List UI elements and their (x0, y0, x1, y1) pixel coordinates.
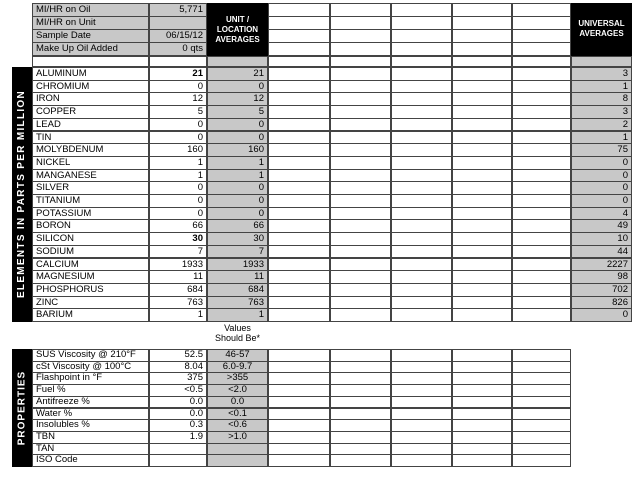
empty-cell (268, 29, 330, 43)
top-row-value: 0 qts (149, 42, 207, 56)
element-universal-average: 0 (571, 169, 632, 183)
empty-cell (391, 194, 452, 208)
element-universal-average: 2 (571, 118, 632, 132)
element-name: NICKEL (32, 156, 149, 170)
element-value: 0 (149, 194, 207, 208)
empty-cell (571, 56, 632, 67)
empty-cell (391, 296, 452, 310)
empty-cell (391, 219, 452, 233)
universal-averages-header (571, 3, 632, 56)
empty-cell (330, 56, 391, 67)
empty-cell (391, 3, 452, 17)
empty-cell (330, 258, 391, 272)
empty-cell (330, 42, 391, 56)
element-unit-average: 0 (207, 80, 268, 94)
empty-cell (452, 454, 512, 467)
property-value: 52.5 (149, 349, 207, 362)
empty-cell (452, 105, 512, 119)
element-name: SILVER (32, 181, 149, 195)
element-universal-average: 44 (571, 245, 632, 259)
property-should-be: 0.0 (207, 396, 268, 409)
element-value: 7 (149, 245, 207, 259)
property-value (149, 454, 207, 467)
element-universal-average: 0 (571, 308, 632, 322)
empty-cell (391, 143, 452, 157)
property-value: <0.5 (149, 384, 207, 397)
element-universal-average: 1 (571, 80, 632, 94)
element-value: 0 (149, 181, 207, 195)
empty-cell (330, 143, 391, 157)
empty-cell (452, 3, 512, 17)
empty-cell (330, 181, 391, 195)
empty-cell (268, 131, 330, 145)
empty-cell (512, 270, 571, 284)
empty-cell (512, 232, 571, 246)
empty-cell (512, 131, 571, 145)
empty-cell (452, 181, 512, 195)
element-name: SODIUM (32, 245, 149, 259)
empty-cell (512, 105, 571, 119)
top-row-label: Make Up Oil Added (32, 42, 149, 56)
empty-cell (268, 270, 330, 284)
element-universal-average: 10 (571, 232, 632, 246)
element-name: BORON (32, 219, 149, 233)
empty-cell (391, 56, 452, 67)
empty-cell (391, 118, 452, 132)
element-value: 5 (149, 105, 207, 119)
element-universal-average: 75 (571, 143, 632, 157)
empty-cell (391, 245, 452, 259)
empty-cell (452, 245, 512, 259)
element-unit-average: 12 (207, 92, 268, 106)
empty-cell (268, 80, 330, 94)
element-unit-average: 0 (207, 131, 268, 145)
element-name: CHROMIUM (32, 80, 149, 94)
values-note-text: Should Be* (214, 333, 261, 343)
element-unit-average: 5 (207, 105, 268, 119)
empty-cell (512, 3, 571, 17)
element-unit-average: 21 (207, 67, 268, 81)
empty-cell (512, 29, 571, 43)
empty-cell (512, 283, 571, 297)
unit-averages-header (207, 3, 268, 56)
empty-cell (330, 16, 391, 30)
empty-cell (391, 270, 452, 284)
element-universal-average: 0 (571, 194, 632, 208)
empty-cell (268, 308, 330, 322)
top-row-value: 5,771 (149, 3, 207, 17)
empty-cell (330, 194, 391, 208)
empty-cell (452, 143, 512, 157)
empty-cell (452, 29, 512, 43)
empty-cell (330, 296, 391, 310)
empty-cell (512, 219, 571, 233)
empty-cell (512, 181, 571, 195)
empty-cell (452, 232, 512, 246)
empty-cell (452, 219, 512, 233)
property-should-be: 46-57 (207, 349, 268, 362)
element-unit-average: 30 (207, 232, 268, 246)
property-should-be: >355 (207, 372, 268, 385)
element-unit-average: 0 (207, 181, 268, 195)
element-name: ZINC (32, 296, 149, 310)
empty-cell (452, 56, 512, 67)
empty-cell (330, 270, 391, 284)
element-name: LEAD (32, 118, 149, 132)
empty-cell (452, 308, 512, 322)
property-name: Water % (32, 408, 149, 421)
element-universal-average: 98 (571, 270, 632, 284)
elements-side-label: ELEMENTS IN PARTS PER MILLION (16, 89, 27, 299)
empty-cell (268, 232, 330, 246)
property-value: 1.9 (149, 431, 207, 444)
empty-cell (268, 16, 330, 30)
empty-cell (452, 258, 512, 272)
empty-cell (512, 80, 571, 94)
element-unit-average: 160 (207, 143, 268, 157)
empty-cell (268, 56, 330, 67)
empty-cell (452, 67, 512, 81)
property-name: Fuel % (32, 384, 149, 397)
empty-cell (452, 42, 512, 56)
properties-side-bar (12, 349, 32, 467)
element-value: 1 (149, 308, 207, 322)
element-unit-average: 1933 (207, 258, 268, 272)
empty-cell (452, 156, 512, 170)
empty-cell (452, 92, 512, 106)
universal-header-text: AVERAGES (579, 29, 624, 38)
properties-side-label: PROPERTIES (16, 370, 27, 445)
element-value: 66 (149, 219, 207, 233)
element-name: POTASSIUM (32, 207, 149, 221)
property-should-be: <0.1 (207, 408, 268, 421)
empty-cell (512, 92, 571, 106)
property-should-be: <2.0 (207, 384, 268, 397)
empty-cell (391, 283, 452, 297)
element-unit-average: 1 (207, 169, 268, 183)
empty-cell (268, 92, 330, 106)
element-name: MOLYBDENUM (32, 143, 149, 157)
empty-cell (512, 245, 571, 259)
empty-cell (452, 194, 512, 208)
empty-cell (268, 454, 330, 467)
unit-header-text: LOCATION (216, 25, 259, 34)
element-name: MANGANESE (32, 169, 149, 183)
property-should-be (207, 454, 268, 467)
property-value: 375 (149, 372, 207, 385)
property-value: 0.0 (149, 396, 207, 409)
property-should-be: >1.0 (207, 431, 268, 444)
empty-cell (330, 29, 391, 43)
element-name: BARIUM (32, 308, 149, 322)
property-should-be: <0.6 (207, 419, 268, 432)
empty-cell (452, 131, 512, 145)
universal-header-text: UNIVERSAL (578, 19, 625, 28)
empty-cell (330, 118, 391, 132)
empty-cell (330, 207, 391, 221)
values-should-be-note (207, 323, 268, 345)
empty-cell (268, 181, 330, 195)
element-unit-average: 0 (207, 207, 268, 221)
element-universal-average: 1 (571, 131, 632, 145)
element-unit-average: 0 (207, 194, 268, 208)
empty-cell (330, 454, 391, 467)
empty-cell (391, 29, 452, 43)
top-row-label: MI/HR on Unit (32, 16, 149, 30)
empty-cell (391, 131, 452, 145)
empty-cell (330, 219, 391, 233)
empty-cell (512, 42, 571, 56)
element-value: 684 (149, 283, 207, 297)
empty-cell (512, 296, 571, 310)
empty-cell (330, 283, 391, 297)
empty-cell (391, 232, 452, 246)
empty-cell (149, 56, 207, 67)
empty-cell (391, 181, 452, 195)
empty-cell (391, 80, 452, 94)
element-universal-average: 0 (571, 156, 632, 170)
property-should-be: 6.0-9.7 (207, 361, 268, 374)
element-universal-average: 4 (571, 207, 632, 221)
element-value: 1933 (149, 258, 207, 272)
empty-cell (391, 156, 452, 170)
unit-header-text: UNIT / (225, 15, 250, 24)
empty-cell (452, 296, 512, 310)
elements-side-bar (12, 67, 32, 322)
property-value: 8.04 (149, 361, 207, 374)
empty-cell (268, 207, 330, 221)
empty-cell (268, 296, 330, 310)
empty-cell (512, 118, 571, 132)
empty-cell (452, 207, 512, 221)
empty-cell (512, 454, 571, 467)
empty-cell (512, 258, 571, 272)
empty-cell (391, 92, 452, 106)
empty-cell (268, 169, 330, 183)
element-value: 0 (149, 207, 207, 221)
empty-cell (452, 118, 512, 132)
top-row-value: 06/15/12 (149, 29, 207, 43)
element-value: 21 (149, 67, 207, 81)
element-name: PHOSPHORUS (32, 283, 149, 297)
element-value: 1 (149, 169, 207, 183)
empty-cell (268, 67, 330, 81)
empty-cell (268, 118, 330, 132)
empty-cell (391, 207, 452, 221)
element-name: IRON (32, 92, 149, 106)
element-value: 0 (149, 118, 207, 132)
empty-cell (330, 308, 391, 322)
empty-cell (391, 16, 452, 30)
element-universal-average: 702 (571, 283, 632, 297)
empty-cell (268, 42, 330, 56)
unit-header-text: AVERAGES (215, 35, 260, 44)
empty-cell (512, 56, 571, 67)
property-name: SUS Viscosity @ 210°F (32, 349, 149, 362)
empty-cell (452, 80, 512, 94)
element-universal-average: 3 (571, 67, 632, 81)
empty-cell (330, 3, 391, 17)
empty-cell (330, 105, 391, 119)
property-name: ISO Code (32, 454, 149, 467)
element-unit-average: 1 (207, 156, 268, 170)
empty-cell (330, 245, 391, 259)
empty-cell (268, 219, 330, 233)
element-value: 1 (149, 156, 207, 170)
element-unit-average: 7 (207, 245, 268, 259)
empty-cell (452, 270, 512, 284)
empty-cell (391, 42, 452, 56)
empty-cell (512, 156, 571, 170)
element-universal-average: 49 (571, 219, 632, 233)
empty-cell (330, 169, 391, 183)
element-universal-average: 8 (571, 92, 632, 106)
element-universal-average: 826 (571, 296, 632, 310)
element-value: 0 (149, 80, 207, 94)
element-name: CALCIUM (32, 258, 149, 272)
element-name: SILICON (32, 232, 149, 246)
empty-cell (268, 194, 330, 208)
values-note-text: Values (224, 323, 251, 333)
property-name: TBN (32, 431, 149, 444)
property-name: cSt Viscosity @ 100°C (32, 361, 149, 374)
empty-cell (330, 232, 391, 246)
empty-cell (452, 16, 512, 30)
empty-cell (32, 56, 149, 67)
property-name: TAN (32, 443, 149, 456)
empty-cell (268, 156, 330, 170)
empty-cell (391, 258, 452, 272)
empty-cell (330, 67, 391, 81)
element-unit-average: 0 (207, 118, 268, 132)
element-universal-average: 2227 (571, 258, 632, 272)
element-value: 30 (149, 232, 207, 246)
empty-cell (391, 67, 452, 81)
element-value: 763 (149, 296, 207, 310)
element-unit-average: 684 (207, 283, 268, 297)
empty-cell (330, 131, 391, 145)
empty-cell (452, 169, 512, 183)
top-row-value (149, 16, 207, 30)
empty-cell (330, 156, 391, 170)
empty-cell (330, 92, 391, 106)
empty-cell (391, 105, 452, 119)
empty-cell (512, 207, 571, 221)
empty-cell (512, 194, 571, 208)
element-universal-average: 0 (571, 181, 632, 195)
empty-cell (391, 308, 452, 322)
empty-cell (512, 67, 571, 81)
element-name: TITANIUM (32, 194, 149, 208)
empty-cell (512, 143, 571, 157)
element-unit-average: 66 (207, 219, 268, 233)
empty-cell (452, 283, 512, 297)
empty-cell (268, 143, 330, 157)
empty-cell (391, 454, 452, 467)
element-name: COPPER (32, 105, 149, 119)
property-name: Antifreeze % (32, 396, 149, 409)
empty-cell (512, 169, 571, 183)
element-name: MAGNESIUM (32, 270, 149, 284)
element-name: ALUMINUM (32, 67, 149, 81)
element-unit-average: 763 (207, 296, 268, 310)
property-value: 0.0 (149, 408, 207, 421)
property-value: 0.3 (149, 419, 207, 432)
top-row-label: MI/HR on Oil (32, 3, 149, 17)
element-value: 11 (149, 270, 207, 284)
property-name: Insolubles % (32, 419, 149, 432)
property-name: Flashpoint in °F (32, 372, 149, 385)
empty-cell (512, 16, 571, 30)
empty-cell (512, 308, 571, 322)
empty-cell (330, 80, 391, 94)
element-unit-average: 1 (207, 308, 268, 322)
empty-cell (391, 169, 452, 183)
element-value: 12 (149, 92, 207, 106)
empty-cell (268, 105, 330, 119)
element-unit-average: 11 (207, 270, 268, 284)
empty-cell (207, 56, 268, 67)
empty-cell (268, 245, 330, 259)
element-value: 160 (149, 143, 207, 157)
element-universal-average: 3 (571, 105, 632, 119)
empty-cell (268, 3, 330, 17)
empty-cell (268, 283, 330, 297)
element-value: 0 (149, 131, 207, 145)
element-name: TIN (32, 131, 149, 145)
top-row-label: Sample Date (32, 29, 149, 43)
empty-cell (268, 258, 330, 272)
